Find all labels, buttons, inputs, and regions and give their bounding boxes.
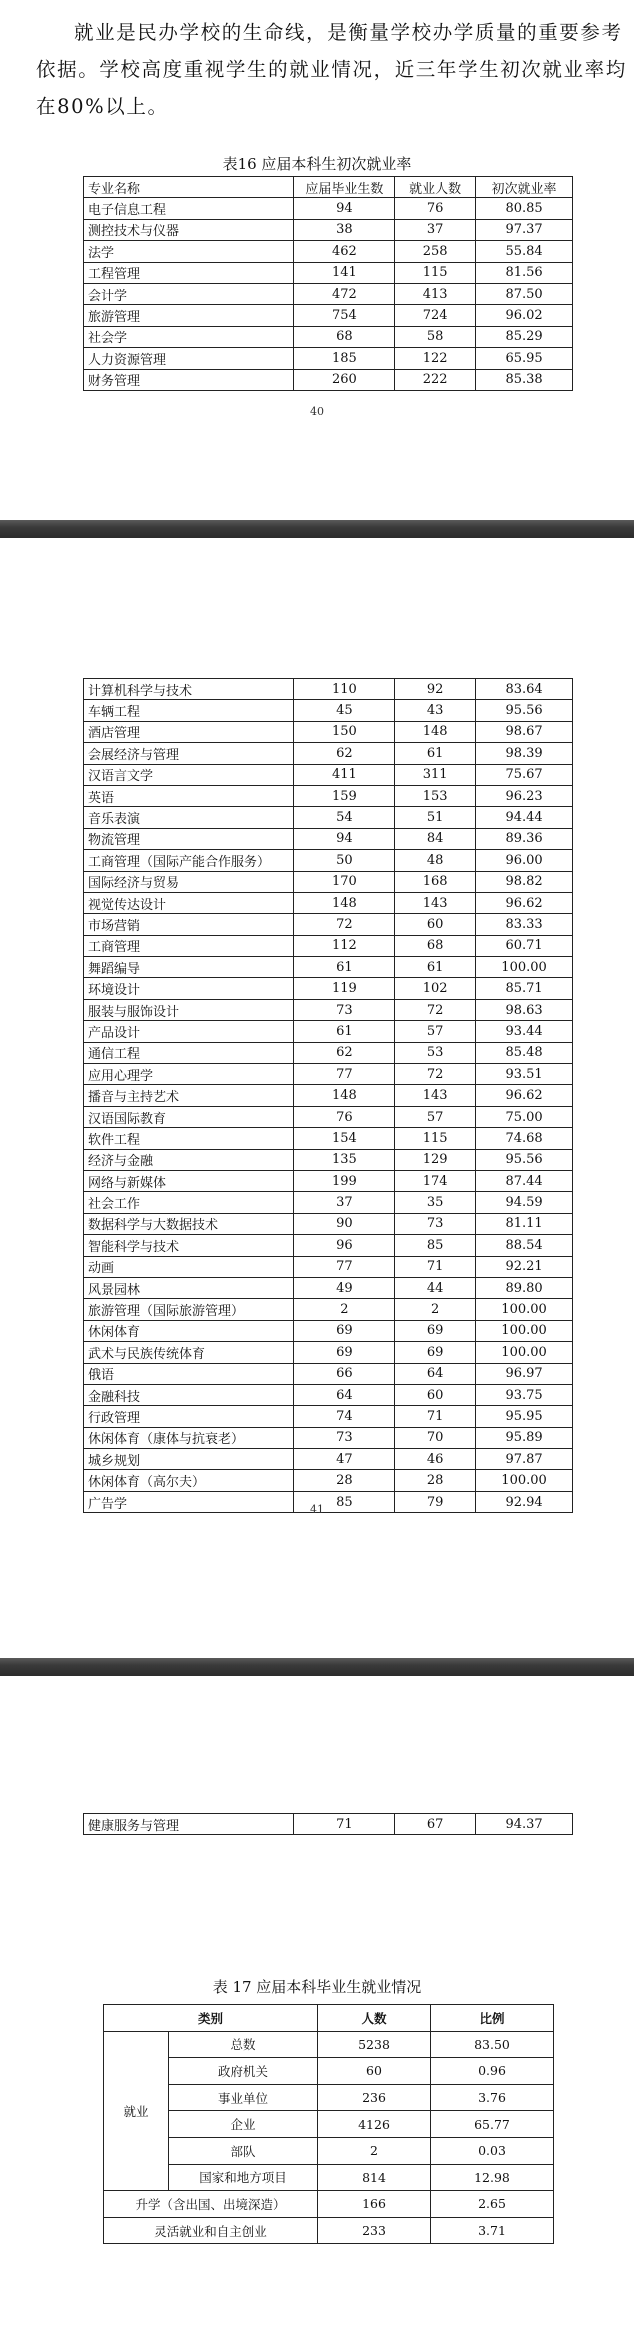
cell-employed: 85 [395,1235,476,1256]
cell-rate: 74.68 [476,1128,573,1149]
cell-employed: 51 [395,807,476,828]
cell-rate: 92.21 [476,1256,573,1277]
cell-graduates: 37 [294,1192,395,1213]
cell-rate: 85.71 [476,978,573,999]
cell-rate: 93.51 [476,1064,573,1085]
employment-rate-table-part2 [83,678,573,1513]
table-row [84,1342,573,1363]
table-row [84,828,573,849]
page-41 [0,538,634,1658]
cell-rate: 96.62 [476,1085,573,1106]
cell-employed: 53 [395,1042,476,1063]
cell-graduates: 2 [294,1299,395,1320]
cell-employed: 311 [395,764,476,785]
cell-rate: 100.00 [476,1320,573,1341]
cell-major: 车辆工程 [84,700,294,721]
cell-major: 电子信息工程 [84,198,294,219]
table-header-row [104,2005,554,2032]
cell-rate: 98.67 [476,721,573,742]
cell-major: 俄语 [84,1363,294,1384]
cell-employed: 258 [395,241,476,262]
table-row [84,785,573,806]
cell-graduates: 66 [294,1363,395,1384]
cell-employed: 122 [395,348,476,369]
cell-major: 应用心理学 [84,1064,294,1085]
cell-rate: 97.87 [476,1449,573,1470]
cell-employed: 43 [395,700,476,721]
cell-employed: 67 [395,1814,476,1835]
cell-graduates: 90 [294,1213,395,1234]
table-row [84,1406,573,1427]
cell-rate: 95.95 [476,1406,573,1427]
cell-employed: 222 [395,369,476,390]
table-row [84,721,573,742]
employment-rate-table-part1 [83,176,573,391]
cell-ratio: 65.77 [431,2111,554,2138]
table-row [84,1384,573,1405]
page-40 [0,0,634,520]
table-row [84,743,573,764]
cell-employed: 69 [395,1320,476,1341]
cell-graduates: 472 [294,283,395,304]
cell-major: 经济与金融 [84,1149,294,1170]
cell-employed: 61 [395,957,476,978]
page-separator [0,520,634,538]
cell-major: 法学 [84,241,294,262]
cell-count: 5238 [318,2031,431,2058]
table-row [84,850,573,871]
cell-graduates: 50 [294,850,395,871]
cell-rate: 95.56 [476,1149,573,1170]
cell-employed: 79 [395,1491,476,1512]
cell-major: 广告学 [84,1491,294,1512]
cell-graduates: 148 [294,1085,395,1106]
cell-graduates: 94 [294,828,395,849]
cell-employed: 115 [395,1128,476,1149]
group-label-employed: 就业 [104,2031,169,2191]
cell-employed: 143 [395,892,476,913]
cell-rate: 95.56 [476,700,573,721]
cell-ratio: 12.98 [431,2164,554,2191]
cell-employed: 68 [395,935,476,956]
cell-rate: 88.54 [476,1235,573,1256]
cell-subcategory: 总数 [169,2031,318,2058]
header-ratio: 比例 [431,2005,554,2032]
cell-employed: 84 [395,828,476,849]
cell-graduates: 96 [294,1235,395,1256]
cell-employed: 73 [395,1213,476,1234]
cell-graduates: 71 [294,1814,395,1835]
cell-graduates: 170 [294,871,395,892]
table-row [84,326,573,347]
cell-major: 数据科学与大数据技术 [84,1213,294,1234]
cell-employed: 60 [395,914,476,935]
table-row [84,1277,573,1298]
cell-graduates: 77 [294,1256,395,1277]
cell-graduates: 69 [294,1342,395,1363]
cell-employed: 413 [395,283,476,304]
table-row [84,1449,573,1470]
cell-major: 播音与主持艺术 [84,1085,294,1106]
table-row [84,262,573,283]
cell-major: 旅游管理 [84,305,294,326]
cell-rate: 87.44 [476,1170,573,1191]
table-row [84,1021,573,1042]
cell-major: 网络与新媒体 [84,1170,294,1191]
cell-rate: 83.64 [476,679,573,700]
cell-major: 健康服务与管理 [84,1814,294,1835]
cell-major: 旅游管理（国际旅游管理） [84,1299,294,1320]
table-row [84,1363,573,1384]
cell-major: 计算机科学与技术 [84,679,294,700]
cell-major: 音乐表演 [84,807,294,828]
cell-employed: 37 [395,219,476,240]
cell-employed: 148 [395,721,476,742]
table-row [84,219,573,240]
cell-graduates: 119 [294,978,395,999]
table-row [84,978,573,999]
table-row [84,1042,573,1063]
cell-category: 升学（含出国、出境深造） [104,2191,318,2218]
cell-major: 环境设计 [84,978,294,999]
cell-employed: 102 [395,978,476,999]
table-row [84,1320,573,1341]
header-category: 类别 [104,2005,318,2032]
table-row [104,2031,554,2058]
cell-graduates: 411 [294,764,395,785]
cell-rate: 96.97 [476,1363,573,1384]
cell-employed: 44 [395,1277,476,1298]
table-header-row [84,177,573,198]
table-row [104,2164,554,2191]
cell-ratio: 0.03 [431,2137,554,2164]
cell-graduates: 38 [294,219,395,240]
table-row [104,2137,554,2164]
cell-graduates: 45 [294,700,395,721]
cell-rate: 96.23 [476,785,573,806]
cell-ratio: 83.50 [431,2031,554,2058]
cell-major: 产品设计 [84,1021,294,1042]
table-row [84,1299,573,1320]
header-count: 人数 [318,2005,431,2032]
cell-major: 休闲体育 [84,1320,294,1341]
cell-rate: 92.94 [476,1491,573,1512]
table17-caption: 表 17 应届本科毕业生就业情况 [212,1978,422,1996]
intro-paragraph: 就业是民办学校的生命线，是衡量学校办学质量的重要参考依据。学校高度重视学生的就业情况，近三年学生初次就业率均在80%以上。 [36,21,627,118]
cell-rate: 75.67 [476,764,573,785]
cell-major: 汉语言文学 [84,764,294,785]
cell-count: 236 [318,2084,431,2111]
table-row [84,1064,573,1085]
table-row [84,1170,573,1191]
cell-major: 工商管理（国际产能合作服务） [84,850,294,871]
table-row [84,1256,573,1277]
cell-employed: 174 [395,1170,476,1191]
cell-employed: 72 [395,999,476,1020]
cell-major: 工程管理 [84,262,294,283]
cell-rate: 60.71 [476,935,573,956]
table-row [84,241,573,262]
table-row [84,1106,573,1127]
table-row [104,2084,554,2111]
cell-rate: 98.63 [476,999,573,1020]
cell-major: 休闲体育（高尔夫） [84,1470,294,1491]
table-row [84,1213,573,1234]
cell-graduates: 135 [294,1149,395,1170]
cell-major: 通信工程 [84,1042,294,1063]
cell-rate: 83.33 [476,914,573,935]
cell-employed: 61 [395,743,476,764]
cell-major: 英语 [84,785,294,806]
cell-rate: 81.56 [476,262,573,283]
cell-major: 财务管理 [84,369,294,390]
cell-major: 金融科技 [84,1384,294,1405]
cell-major: 动画 [84,1256,294,1277]
cell-count: 2 [318,2137,431,2164]
cell-major: 行政管理 [84,1406,294,1427]
cell-major: 社会学 [84,326,294,347]
table-row [84,369,573,390]
cell-graduates: 62 [294,1042,395,1063]
cell-graduates: 61 [294,1021,395,1042]
cell-graduates: 150 [294,721,395,742]
cell-graduates: 69 [294,1320,395,1341]
cell-rate: 81.11 [476,1213,573,1234]
cell-employed: 71 [395,1406,476,1427]
cell-graduates: 154 [294,1128,395,1149]
cell-count: 166 [318,2191,431,2218]
cell-count: 814 [318,2164,431,2191]
cell-subcategory: 企业 [169,2111,318,2138]
table-row [84,807,573,828]
cell-employed: 35 [395,1192,476,1213]
table-row [84,999,573,1020]
cell-major: 休闲体育（康体与抗衰老） [84,1427,294,1448]
cell-rate: 98.82 [476,871,573,892]
table-row [104,2191,554,2218]
table-row [84,679,573,700]
cell-graduates: 199 [294,1170,395,1191]
table-row [104,2111,554,2138]
cell-graduates: 64 [294,1384,395,1405]
page-number: 40 [310,405,324,418]
cell-graduates: 62 [294,743,395,764]
table-row [84,283,573,304]
table-row [104,2217,554,2244]
cell-employed: 76 [395,198,476,219]
cell-graduates: 72 [294,914,395,935]
cell-rate: 96.62 [476,892,573,913]
cell-count: 233 [318,2217,431,2244]
cell-ratio: 3.71 [431,2217,554,2244]
cell-major: 国际经济与贸易 [84,871,294,892]
table-row [84,914,573,935]
header-major: 专业名称 [84,177,294,198]
cell-rate: 95.89 [476,1427,573,1448]
cell-employed: 143 [395,1085,476,1106]
cell-rate: 93.75 [476,1384,573,1405]
cell-major: 软件工程 [84,1128,294,1149]
table-row [84,1128,573,1149]
cell-major: 武术与民族传统体育 [84,1342,294,1363]
cell-ratio: 3.76 [431,2084,554,2111]
cell-major: 视觉传达设计 [84,892,294,913]
cell-rate: 94.44 [476,807,573,828]
cell-subcategory: 国家和地方项目 [169,2164,318,2191]
cell-rate: 87.50 [476,283,573,304]
cell-major: 人力资源管理 [84,348,294,369]
cell-rate: 89.36 [476,828,573,849]
cell-graduates: 112 [294,935,395,956]
cell-employed: 48 [395,850,476,871]
table-row [84,1192,573,1213]
cell-graduates: 73 [294,999,395,1020]
cell-employed: 2 [395,1299,476,1320]
cell-graduates: 76 [294,1106,395,1127]
table-row [84,764,573,785]
header-employed: 就业人数 [395,177,476,198]
employment-status-table [103,2004,554,2244]
cell-graduates: 47 [294,1449,395,1470]
cell-rate: 94.37 [476,1814,573,1835]
cell-employed: 58 [395,326,476,347]
cell-graduates: 49 [294,1277,395,1298]
table-row [84,892,573,913]
cell-graduates: 77 [294,1064,395,1085]
cell-major: 服装与服饰设计 [84,999,294,1020]
cell-rate: 89.80 [476,1277,573,1298]
cell-employed: 129 [395,1149,476,1170]
cell-graduates: 28 [294,1470,395,1491]
cell-rate: 96.00 [476,850,573,871]
table-row [84,700,573,721]
cell-rate: 55.84 [476,241,573,262]
table-row [84,1085,573,1106]
cell-major: 会计学 [84,283,294,304]
cell-graduates: 74 [294,1406,395,1427]
cell-employed: 168 [395,871,476,892]
cell-graduates: 61 [294,957,395,978]
cell-rate: 65.95 [476,348,573,369]
table-row [84,1149,573,1170]
header-rate: 初次就业率 [476,177,573,198]
cell-rate: 85.48 [476,1042,573,1063]
cell-employed: 153 [395,785,476,806]
table-row [84,1470,573,1491]
table16-caption: 表16 应届本科生初次就业率 [222,155,412,173]
cell-ratio: 0.96 [431,2058,554,2085]
cell-major: 社会工作 [84,1192,294,1213]
cell-employed: 70 [395,1427,476,1448]
cell-count: 4126 [318,2111,431,2138]
cell-rate: 100.00 [476,957,573,978]
cell-rate: 100.00 [476,1470,573,1491]
cell-major: 测控技术与仪器 [84,219,294,240]
cell-graduates: 159 [294,785,395,806]
cell-graduates: 754 [294,305,395,326]
cell-rate: 98.39 [476,743,573,764]
cell-employed: 28 [395,1470,476,1491]
cell-major: 城乡规划 [84,1449,294,1470]
cell-major: 舞蹈编导 [84,957,294,978]
cell-employed: 46 [395,1449,476,1470]
cell-major: 酒店管理 [84,721,294,742]
cell-rate: 97.37 [476,219,573,240]
cell-graduates: 68 [294,326,395,347]
cell-employed: 115 [395,262,476,283]
cell-employed: 69 [395,1342,476,1363]
table-row [84,305,573,326]
cell-graduates: 141 [294,262,395,283]
cell-graduates: 260 [294,369,395,390]
page-separator [0,1658,634,1676]
cell-subcategory: 政府机关 [169,2058,318,2085]
cell-graduates: 54 [294,807,395,828]
cell-count: 60 [318,2058,431,2085]
cell-major: 市场营销 [84,914,294,935]
cell-graduates: 462 [294,241,395,262]
cell-graduates: 73 [294,1427,395,1448]
cell-category: 灵活就业和自主创业 [104,2217,318,2244]
cell-graduates: 148 [294,892,395,913]
cell-graduates: 110 [294,679,395,700]
table-row [84,1235,573,1256]
cell-graduates: 94 [294,198,395,219]
cell-employed: 724 [395,305,476,326]
table-row [84,348,573,369]
cell-major: 风景园林 [84,1277,294,1298]
page-number: 41 [310,1503,324,1516]
table-row [84,871,573,892]
cell-rate: 80.85 [476,198,573,219]
table-row [84,935,573,956]
cell-employed: 60 [395,1384,476,1405]
cell-graduates: 85 [294,1491,395,1512]
cell-major: 工商管理 [84,935,294,956]
cell-rate: 85.38 [476,369,573,390]
header-graduates: 应届毕业生数 [294,177,395,198]
cell-ratio: 2.65 [431,2191,554,2218]
cell-rate: 100.00 [476,1342,573,1363]
cell-major: 智能科学与技术 [84,1235,294,1256]
table-row [84,1814,573,1835]
cell-employed: 71 [395,1256,476,1277]
cell-rate: 85.29 [476,326,573,347]
employment-rate-table-part3 [83,1813,573,1835]
cell-employed: 64 [395,1363,476,1384]
cell-rate: 75.00 [476,1106,573,1127]
table-row [104,2058,554,2085]
cell-employed: 92 [395,679,476,700]
cell-rate: 100.00 [476,1299,573,1320]
cell-subcategory: 事业单位 [169,2084,318,2111]
cell-employed: 57 [395,1021,476,1042]
cell-graduates: 185 [294,348,395,369]
cell-major: 会展经济与管理 [84,743,294,764]
table-row [84,957,573,978]
cell-subcategory: 部队 [169,2137,318,2164]
cell-major: 汉语国际教育 [84,1106,294,1127]
table-row [84,1427,573,1448]
cell-rate: 93.44 [476,1021,573,1042]
cell-rate: 96.02 [476,305,573,326]
table-row [84,198,573,219]
cell-employed: 72 [395,1064,476,1085]
cell-major: 物流管理 [84,828,294,849]
cell-rate: 94.59 [476,1192,573,1213]
cell-employed: 57 [395,1106,476,1127]
